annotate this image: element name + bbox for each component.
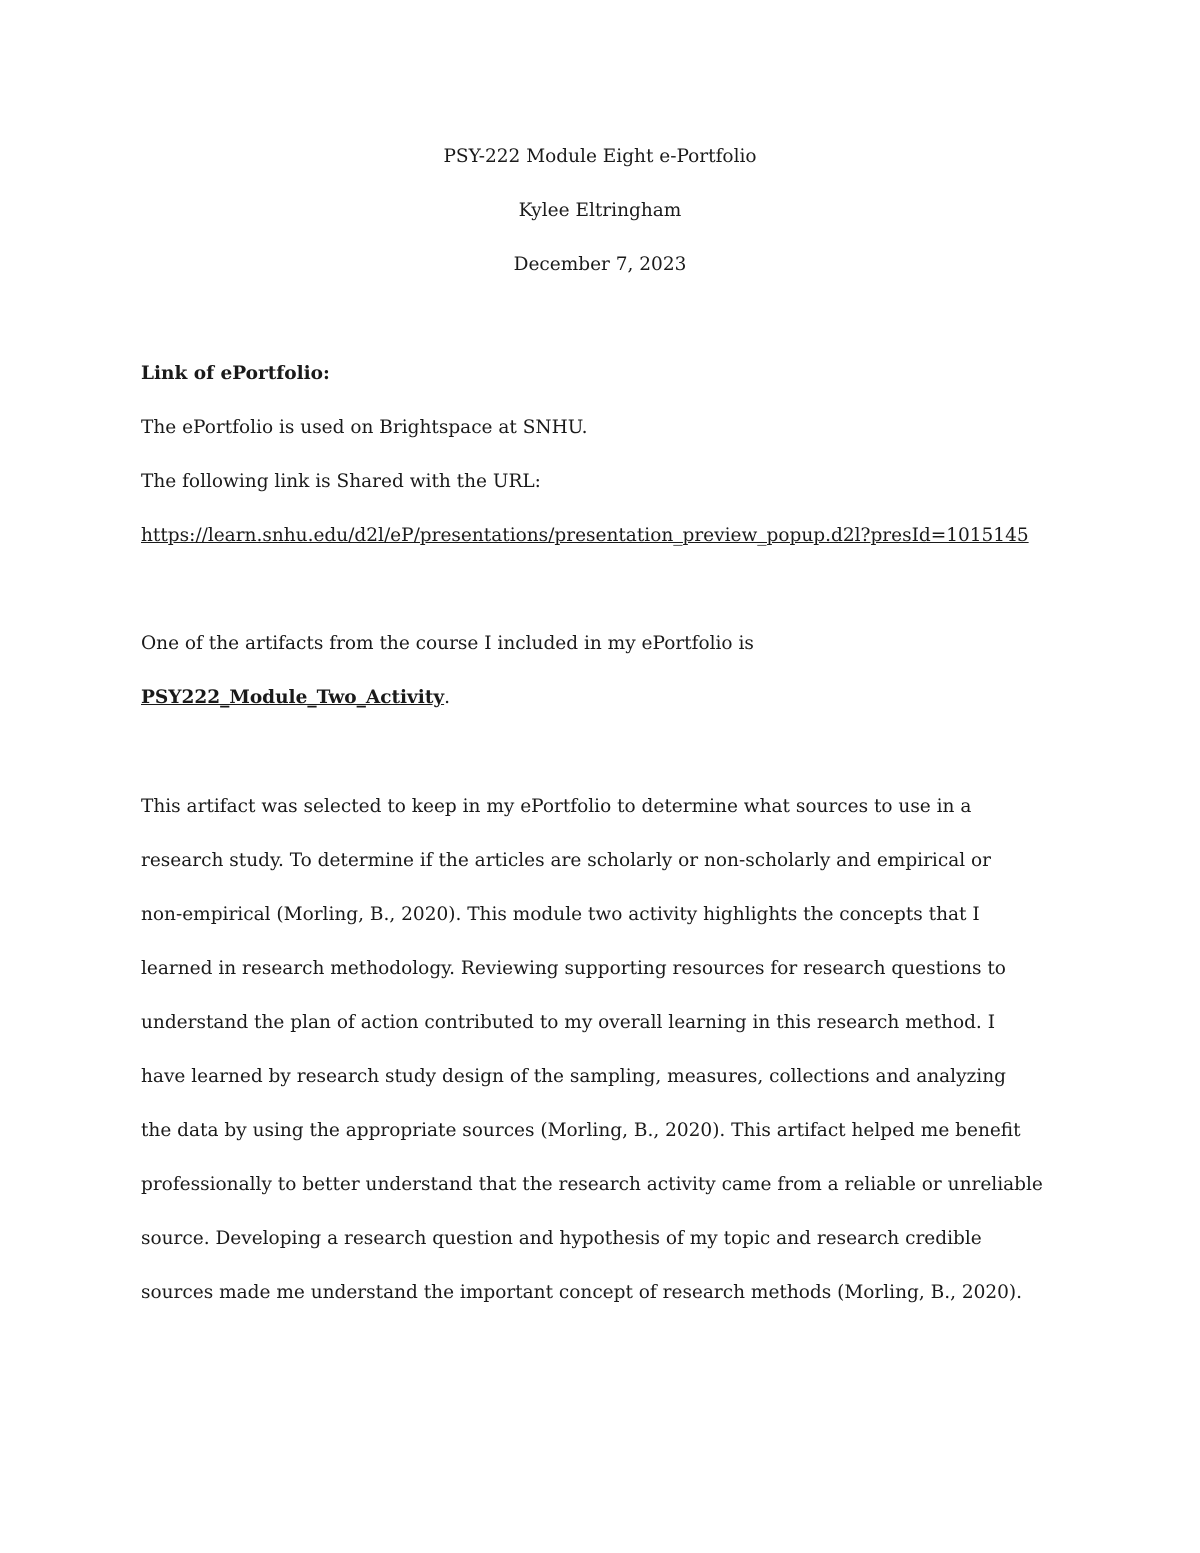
artifact-suffix: . [444,687,450,708]
link-heading: Link of ePortfolio: [141,363,330,384]
body-line: the data by using the appropriate sources (Morling, B., 2020). This artifact helped me benefit [141,1120,1021,1141]
artifact-name: PSY222_Module_Two_Activity [141,687,445,708]
link-description-1: The ePortfolio is used on Brightspace at SNHU. [141,417,588,438]
body-line: sources made me understand the important concept of research methods (Morling, B., 2020). [141,1282,1023,1303]
author-name: Kylee Eltringham [518,200,682,221]
eportfolio-url-link[interactable]: https://learn.snhu.edu/d2l/eP/presentations/presentation_preview_popup.d2l?presId=1015145 [141,525,1029,546]
body-line: This artifact was selected to keep in my ePortfolio to determine what sources to use in a [141,796,972,817]
body-line: have learned by research study design of the sampling, measures, collections and analyzing [141,1066,1006,1087]
body-line: learned in research methodology. Reviewing supporting resources for research questions to [141,958,1006,979]
document-date: December 7, 2023 [513,254,687,275]
body-line: research study. To determine if the articles are scholarly or non-scholarly and empirical or [141,850,992,871]
body-line: understand the plan of action contributed to my overall learning in this research method. I [141,1012,995,1033]
body-line: source. Developing a research question and hypothesis of my topic and research credible [141,1228,982,1249]
artifact-line [141,686,450,710]
document-title: PSY-222 Module Eight e-Portfolio [443,146,757,167]
body-line: non-empirical (Morling, B., 2020). This module two activity highlights the concepts that I [141,904,980,925]
link-description-2: The following link is Shared with the URL: [141,471,541,492]
eportfolio-link-line [141,524,1029,548]
artifact-intro: One of the artifacts from the course I included in my ePortfolio is [141,633,754,654]
body-line: professionally to better understand that the research activity came from a reliable or unreliable [141,1174,1043,1195]
